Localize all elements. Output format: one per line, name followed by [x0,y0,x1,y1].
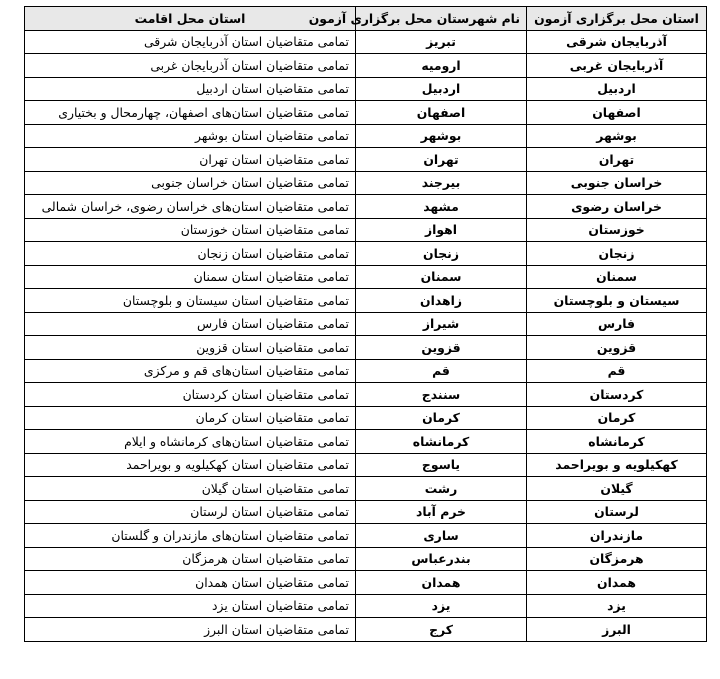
table-row [25,336,707,360]
table-row [25,54,707,78]
exam-city-cell: اهواز [356,218,527,242]
exam-city-cell: خرم آباد [356,500,527,524]
exam-province-cell: هرمزگان [527,547,707,571]
residence-cell: تمامی متقاضیان استان یزد [25,594,356,618]
residence-cell: تمامی متقاضیان استان قزوین [25,336,356,360]
exam-city-cell: کرمانشاه [356,430,527,454]
table-row [25,101,707,125]
exam-province-cell: فارس [527,312,707,336]
table-row [25,30,707,54]
exam-city-cell: قم [356,359,527,383]
exam-city-cell: سمنان [356,265,527,289]
exam-province-cell: مازندران [527,524,707,548]
residence-cell: تمامی متقاضیان استان تهران [25,148,356,172]
exam-city-cell: رشت [356,477,527,501]
table-row [25,571,707,595]
exam-province-cell: سمنان [527,265,707,289]
residence-cell: تمامی متقاضیان استان زنجان [25,242,356,266]
table-row [25,171,707,195]
exam-province-cell: تهران [527,148,707,172]
residence-cell: تمامی متقاضیان استان بوشهر [25,124,356,148]
exam-city-cell: ساری [356,524,527,548]
table-row [25,77,707,101]
exam-province-cell: کرمانشاه [527,430,707,454]
table-row [25,547,707,571]
table-row [25,265,707,289]
residence-cell: تمامی متقاضیان استان فارس [25,312,356,336]
table-row [25,383,707,407]
exam-locations-table [24,6,707,642]
exam-province-cell: همدان [527,571,707,595]
exam-province-cell: قم [527,359,707,383]
exam-province-cell: کردستان [527,383,707,407]
table-row [25,218,707,242]
residence-cell: تمامی متقاضیان استان سیستان و بلوچستان [25,289,356,313]
exam-province-cell: سیستان و بلوچستان [527,289,707,313]
residence-cell: تمامی متقاضیان استان آذربایجان غربی [25,54,356,78]
exam-province-cell: خوزستان [527,218,707,242]
exam-city-cell: سنندج [356,383,527,407]
exam-city-cell: کرمان [356,406,527,430]
table-row [25,453,707,477]
table-row [25,359,707,383]
residence-cell: تمامی متقاضیان استان هرمزگان [25,547,356,571]
exam-city-cell: یزد [356,594,527,618]
exam-city-cell: ارومیه [356,54,527,78]
exam-province-cell: خراسان رضوی [527,195,707,219]
residence-cell: تمامی متقاضیان استان‌های قم و مرکزی [25,359,356,383]
header-residence-province: استان محل اقامت [25,7,356,31]
table-row [25,477,707,501]
residence-cell: تمامی متقاضیان استان آذربایجان شرقی [25,30,356,54]
table-row [25,524,707,548]
exam-province-cell: آذربایجان شرقی [527,30,707,54]
table-row [25,148,707,172]
exam-city-cell: اردبیل [356,77,527,101]
residence-cell: تمامی متقاضیان استان خوزستان [25,218,356,242]
exam-city-cell: شیراز [356,312,527,336]
exam-province-cell: کهکیلویه و بویراحمد [527,453,707,477]
exam-city-cell: قزوین [356,336,527,360]
residence-cell: تمامی متقاضیان استان لرستان [25,500,356,524]
residence-cell: تمامی متقاضیان استان‌های خراسان رضوی، خراسان شمالی [25,195,356,219]
exam-city-cell: زنجان [356,242,527,266]
residence-cell: تمامی متقاضیان استان‌های کرمانشاه و ایلام [25,430,356,454]
exam-city-cell: تبریز [356,30,527,54]
exam-province-cell: البرز [527,618,707,642]
exam-province-cell: گیلان [527,477,707,501]
table-row [25,195,707,219]
exam-province-cell: زنجان [527,242,707,266]
exam-city-cell: بندرعباس [356,547,527,571]
exam-province-cell: لرستان [527,500,707,524]
table-row [25,312,707,336]
exam-province-cell: خراسان جنوبی [527,171,707,195]
residence-cell: تمامی متقاضیان استان‌های اصفهان، چهارمحال و بختیاری [25,101,356,125]
residence-cell: تمامی متقاضیان استان گیلان [25,477,356,501]
exam-city-cell: اصفهان [356,101,527,125]
residence-cell: تمامی متقاضیان استان کردستان [25,383,356,407]
exam-city-cell: یاسوج [356,453,527,477]
residence-cell: تمامی متقاضیان استان‌های مازندران و گلستان [25,524,356,548]
header-exam-city: نام شهرستان محل برگزاری آزمون [356,7,527,31]
exam-city-cell: بیرجند [356,171,527,195]
exam-province-cell: کرمان [527,406,707,430]
table-row [25,618,707,642]
exam-city-cell: کرج [356,618,527,642]
table-row [25,500,707,524]
exam-province-cell: اصفهان [527,101,707,125]
table-row [25,242,707,266]
residence-cell: تمامی متقاضیان استان کهکیلویه و بویراحمد [25,453,356,477]
table-row [25,430,707,454]
table-row [25,289,707,313]
residence-cell: تمامی متقاضیان استان اردبیل [25,77,356,101]
residence-cell: تمامی متقاضیان استان البرز [25,618,356,642]
exam-city-cell: زاهدان [356,289,527,313]
residence-cell: تمامی متقاضیان استان همدان [25,571,356,595]
residence-cell: تمامی متقاضیان استان کرمان [25,406,356,430]
exam-province-cell: بوشهر [527,124,707,148]
table-body [25,30,707,641]
table-row [25,594,707,618]
table-row [25,124,707,148]
exam-province-cell: آذربایجان غربی [527,54,707,78]
exam-province-cell: اردبیل [527,77,707,101]
exam-province-cell: یزد [527,594,707,618]
table-row [25,406,707,430]
header-row [25,7,707,31]
exam-city-cell: همدان [356,571,527,595]
header-exam-province: استان محل برگزاری آزمون [527,7,707,31]
exam-city-cell: مشهد [356,195,527,219]
exam-city-cell: بوشهر [356,124,527,148]
residence-cell: تمامی متقاضیان استان خراسان جنوبی [25,171,356,195]
exam-province-cell: قزوین [527,336,707,360]
residence-cell: تمامی متقاضیان استان سمنان [25,265,356,289]
table-header [25,7,707,31]
exam-city-cell: تهران [356,148,527,172]
